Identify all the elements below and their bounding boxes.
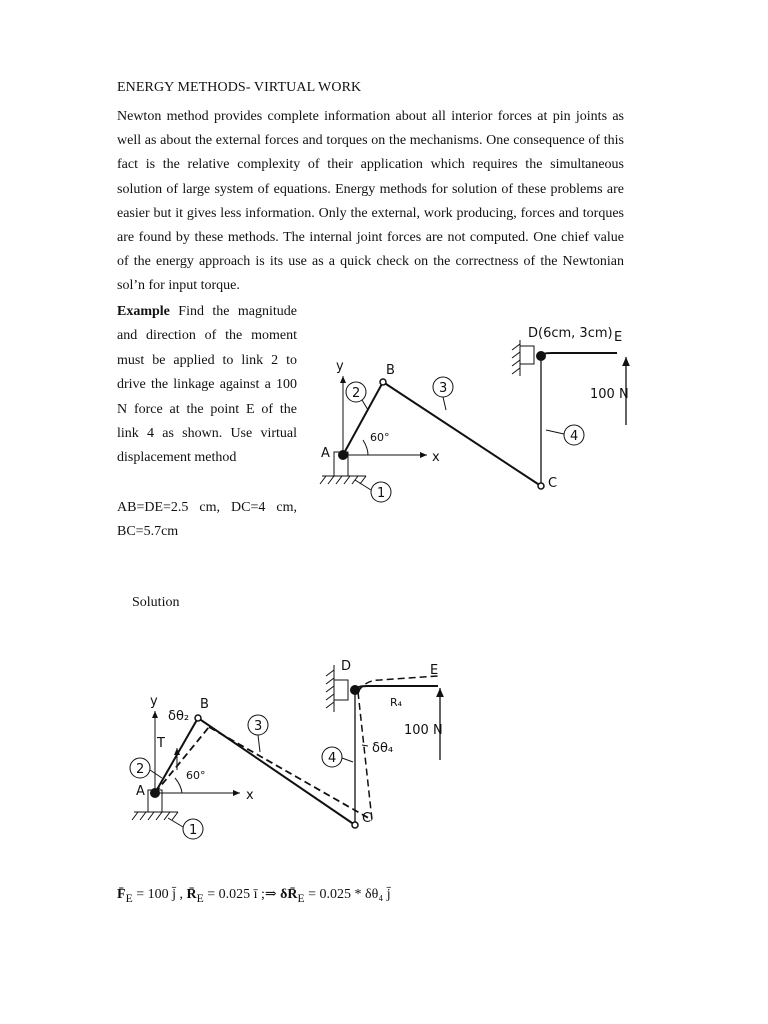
link-number-3-2 [248,715,268,752]
section-title: ENERGY METHODS- VIRTUAL WORK [117,80,362,95]
link-number-4-2 [322,747,353,767]
fe-value: = 100 j̄ , [132,887,183,902]
link-de-displaced [358,676,438,692]
dtheta2-label: δθ₂ [168,709,190,724]
dre-sub: E [297,891,305,905]
point-d2-label: D [341,659,352,674]
pin-c2 [352,822,358,828]
svg-text:3: 3 [254,719,263,734]
point-e2-label: E [430,663,439,678]
svg-text:4: 4 [570,429,579,444]
svg-text:1: 1 [189,823,198,838]
point-b2-label: B [200,697,209,712]
svg-text:3: 3 [439,381,448,396]
point-a-label: A [321,446,330,461]
link-de-2 [355,686,438,690]
dre-value: = 0.025 * δθ₄ j̄ [304,887,391,902]
angle-arc-2 [175,778,182,793]
torque-label: T [157,736,165,751]
dimensions-text: AB=DE=2.5 cm, DC=4 cm, BC=5.7cm [117,500,297,539]
y-label: y [336,359,344,374]
dre-symbol: δR̄ [280,887,298,902]
dtheta4-tick [362,745,368,746]
point-c2-label: C [362,811,372,826]
y-label-2: y [150,694,158,709]
point-d-label: D(6cm, 3cm) [528,326,613,341]
x-label: x [432,450,440,465]
svg-text:2: 2 [352,386,361,401]
pin-d2 [350,685,360,695]
link-dc-displaced [358,692,372,820]
link-bc-displaced [209,727,372,820]
solution-label: Solution [132,595,180,610]
re-sub: E [196,891,204,905]
link-number-1-2 [168,818,203,839]
fe-sub: E [125,891,133,905]
formula-line [117,886,391,905]
point-e-label: E [614,330,623,345]
point-b-label: B [386,363,395,378]
force-label: 100 N [590,387,629,402]
x-label-2: x [246,788,254,803]
intro-paragraph: Newton method provides complete information about all interior forces at pin joints as well as about the external forces and torques on the mechanisms. One consequence of this fact is the relative complexity of their application which requires the simultaneous solution of large system of equations. Energy methods for solution of these problems are easier but it gives less information. Only the external, work producing, forces and torques are found by these methods. The internal joint forces are not computed. One chief value of the energy approach is its use as a quick check on the correctness of the Newtonian sol’n for input torque. [117,109,624,294]
example-heading: Example [117,304,170,319]
example-text: Find the magnitude and direction of the moment must be applied to link 2 to drive the linkage against a 100 N force at the point E of the link 4 as shown. Use virtual displacement method [117,304,297,466]
point-a2-label: A [136,784,145,799]
svg-text:2: 2 [136,762,145,777]
svg-text:4: 4 [328,751,337,766]
angle-label-2: 60° [186,769,206,782]
fe-symbol: F̄ [117,887,126,902]
svg-text:1: 1 [377,486,386,501]
pin-b2 [195,715,201,721]
angle-label: 60° [370,431,390,444]
force-label-2: 100 N [404,723,443,738]
re-value: = 0.025 ī ;⇒ [203,887,277,902]
link-number-2-2 [130,758,162,778]
r4-label: R₄ [390,696,403,709]
dtheta4-label: δθ₄ [372,741,394,756]
re-symbol: R̄ [186,887,197,902]
point-c-label: C [548,476,558,491]
